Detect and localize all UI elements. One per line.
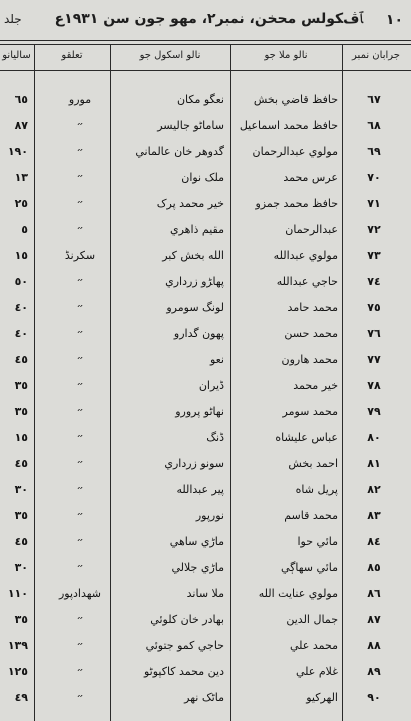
column-header-taluka: ﺗﻌﻠﻘﻮ [61,50,83,61]
taluka-name: ״ [76,275,84,288]
father-name: ﺣﺎﻓﻆ ﻗﺎﺿﻲ ﺑﺨﺶ [253,93,338,106]
table-row [0,191,411,217]
row-number: ٧٣ [367,249,381,262]
school-name: ﻣﻠﮏ ﻧﻮﺍن [181,171,224,184]
yearly-amount: ٣٠ [14,561,28,574]
row-number: ٧٨ [367,379,381,392]
header-rule-top [0,40,411,41]
school-name: ﺑﻬﺎﺩﺭ ﺧﺎن ﮐﻠﻮﺋﻲ [150,613,224,626]
school-name: ﺩﻳﻦ ﻣﺤﻤﺪ ﮐﺎﮐﭙﻮﭨﻮ [143,665,224,678]
father-name: ﻋﺒﺎﺱ ﻋﻠﻴﺸﺎﻩ [275,431,338,444]
father-name: ﻣﺤﻤﺪ ﺣﺴﻦ [284,327,338,340]
row-number: ٨٩ [367,665,381,678]
row-number: ٧٥ [367,301,381,314]
table-row [0,451,411,477]
school-name: ﮈﻧﮓ [206,431,224,444]
table-row [0,607,411,633]
header-rule-double [0,44,411,45]
table-row [0,503,411,529]
school-name: ﺳﻮﻧﻮ ﺯﺭﺩﺍﺭﻱ [164,457,224,470]
column-header-number: ﺟﺮﺍﺑﺎن ﻧﻤﺒﺮ [352,50,400,61]
taluka-name: ״ [76,379,84,392]
school-name: ﻧﻌﮕﻮ ﻣﮑﺎن [176,93,224,106]
table-row [0,555,411,581]
table-row [0,659,411,685]
column-header-year: ﺳﺎﻟﻴﺎﻧﻮ [2,50,31,61]
taluka-name: ״ [76,223,84,236]
father-name: ﺣﺎﻓﻆ ﻣﺤﻤﺪ ﺍﺳﻤﺎﻋﻴﻞ [239,119,338,132]
father-name: ﻣﺤﻤﺪ ﻫﺎﺭﻭن [281,353,338,366]
table-row [0,685,411,711]
taluka-name: ״ [76,509,84,522]
taluka-name: ״ [76,535,84,548]
school-name: ﮈﻳﺮﺍﻥ [198,379,224,392]
table-row [0,87,411,113]
table-row [0,295,411,321]
row-number: ٨٢ [367,483,381,496]
school-name: ﭘﻬﺎﮍﻭ ﺯﺭﺩﺍﺭﻱ [165,275,224,288]
yearly-amount: ١٥ [14,249,28,262]
table-row [0,113,411,139]
yearly-amount: ١٢٥ [7,665,28,678]
table-row [0,321,411,347]
taluka-name: ״ [76,691,84,704]
father-name: ﻣﺎﺋﻲ ﺣﻮﺍ [297,535,338,548]
column-header-rule [0,70,411,71]
taluka-name: ״ [76,171,84,184]
table-row [0,243,411,269]
father-name: ﺍﻟﻬﺮﮐﻴﻮ [306,691,338,704]
row-number: ٨١ [367,457,381,470]
page-number: ١٠ [385,12,403,28]
father-name: ﺟﻤﺎﻝ ﺍﻟﺪﻳﻦ [286,613,338,626]
school-name: ﺳﺎﻣﺎﭨﻮ ﺟﺎﻟﻴﺴﺮ [157,119,224,132]
table-row [0,529,411,555]
yearly-amount: ٣٥ [14,613,28,626]
father-name: ﺧﻴﺮ ﻣﺤﻤﺪ [293,379,338,392]
page-header [0,8,411,34]
table-row [0,269,411,295]
yearly-amount: ٣٥ [14,379,28,392]
volume-mark: ﺟﻠﺪ [4,12,22,26]
school-name: ﺣﺎﺟﻲ ﮐﻤﻮ ﺟﺘﻮﺋﻲ [145,639,224,652]
school-name: ﻣﺎﮌﻱ ﺟﻼﻟﻲ [171,561,224,574]
yearly-amount: ٣٠ [14,483,28,496]
father-name: ﻣﺤﻤﺪ ﺣﺎﻣﺪ [287,301,338,314]
father-name: ﻋﺮﺱ ﻣﺤﻤﺪ [283,171,338,184]
table-row [0,399,411,425]
school-name: ﮔﺪﻭﻫﺮ ﺧﺎن ﻋﺎﻟﻤﺎﻧﻲ [135,145,224,158]
yearly-amount: ٤٠ [14,301,28,314]
school-name: ﻣﺎﭨﮏ ﻧﻬﺮ [184,691,224,704]
row-number: ٩٠ [367,691,381,704]
row-number: ٨٠ [367,431,381,444]
school-name: ﻣﻼ ﺳﺎﻧﺪ [186,587,224,600]
father-name: ﻣﺤﻤﺪ ﻋﻠﻲ [290,639,338,652]
school-name: ﻣﺎﮌﻱ ﺳﺎﻫﻲ [169,535,224,548]
taluka-name: ״ [76,301,84,314]
yearly-amount: ١١٠ [7,587,28,600]
yearly-amount: ٦٥ [14,93,28,106]
taluka-name: ״ [76,457,84,470]
father-name: ﻣﻮﻟﻮﻱ ﻋﺒﺪﺍﻟﻠﻪ [273,249,338,262]
table-row [0,477,411,503]
yearly-amount: ٥ [21,223,28,236]
row-number: ٦٧ [367,93,381,106]
table-row [0,347,411,373]
row-number: ٦٨ [367,119,381,132]
row-number: ٨٤ [367,535,381,548]
father-name: ﻣﺤﻤﺪ ﻗﺎﺳﻢ [284,509,338,522]
row-number: ٨٨ [367,639,381,652]
page-title: ﭑﭪﮑﻮﻟﺲ ﻣﺤﺨﻦ، ﻧﻤﺒﺮ٢، ﻣﻬﻮ ﺟﻮن ﺳﻦ ١٩٣١ع [54,11,363,27]
taluka-name: ״ [76,431,84,444]
row-number: ٧٦ [367,327,381,340]
column-header-father: ﻧﺎﻟﻮ ﻣﻼ ﺟﻮ [264,50,308,61]
yearly-amount: ٤٩ [14,691,28,704]
father-name: ﺣﺎﻓﻆ ﻣﺤﻤﺪ ﺟﻤﺰﻭ [255,197,338,210]
school-name: ﺍﻟﻠﻪ ﺑﺨﺶ ﮐﺒﺮ [162,249,224,262]
table-row [0,139,411,165]
row-number: ٨٦ [367,587,381,600]
taluka-name: ﺷﻬﺪﺍﺩﭘﻮﺭ [58,587,102,600]
taluka-name: ״ [76,353,84,366]
table-row [0,425,411,451]
school-name: ﭘﻴﺮ ﻋﺒﺪﺍﻟﻠﻪ [176,483,224,496]
yearly-amount: ٥٠ [14,275,28,288]
father-name: ﺣﺎﺟﻲ ﻋﺒﺪﺍﻟﻠﻪ [276,275,338,288]
table-row [0,373,411,399]
school-name: ﺧﻴﺮ ﻣﺤﻤﺪ ﭘﺮﮎ [156,197,224,210]
row-number: ٧٤ [367,275,381,288]
taluka-name: ״ [76,561,84,574]
taluka-name: ״ [76,483,84,496]
taluka-name: ﻣﻮﺭﻭ [68,93,92,106]
row-number: ٨٣ [367,509,381,522]
father-name: ﭘﺮﻳﻞ ﺷﺎﻩ [295,483,338,496]
table-row [0,217,411,243]
yearly-amount: ٣٥ [14,509,28,522]
taluka-name: ״ [76,327,84,340]
school-name: ﻟﻮﻧﮓ ﺳﻮﻣﺮﻭ [166,301,224,314]
row-number: ٦٩ [367,145,381,158]
yearly-amount: ٤٠ [14,327,28,340]
school-name: ﻣﻘﻴﻢ ﺫﺍﻫﺮﻱ [169,223,224,236]
taluka-name: ״ [76,119,84,132]
row-number: ٨٥ [367,561,381,574]
taluka-name: ״ [76,665,84,678]
father-name: ﻣﻮﻟﻮﻱ ﻋﻨﺎﻳﺖ ﺍﻟﻠﻪ [258,587,338,600]
taluka-name: ﺳﮑﺮﻧﮉ [64,249,96,262]
father-name: ﻋﺒﺪﺍﻟﺮﺣﻤﺎن [285,223,338,236]
school-name: ﻧﻬﺎﭨﻮ ﭘﺮﻭﺭﻭ [175,405,224,418]
yearly-amount: ٣٥ [14,405,28,418]
row-number: ٧٢ [367,223,381,236]
father-name: ﻏﻼﻡ ﻋﻠﻲ [296,665,338,678]
table-row [0,581,411,607]
father-name: ﺍﺣﻤﺪ ﺑﺨﺶ [288,457,338,470]
yearly-amount: ٨٧ [14,119,28,132]
yearly-amount: ١٣٩ [7,639,28,652]
taluka-name: ״ [76,145,84,158]
row-number: ٧١ [367,197,381,210]
yearly-amount: ١٩٠ [7,145,28,158]
column-header-school: ﻧﺎﻟﻮ ﺍﺳﻜﻮﻝ ﺟﻮ [139,50,201,61]
taluka-name: ״ [76,639,84,652]
row-number: ٧٠ [367,171,381,184]
school-name: ﻧﻌﻮ [209,353,224,366]
yearly-amount: ٢٥ [14,197,28,210]
father-name: ﻣﻮﻟﻮﻱ ﻋﺒﺪﺍﻟﺮﺣﻤﺎن [252,145,338,158]
yearly-amount: ١٣ [14,171,28,184]
ledger-rows [0,87,411,721]
row-number: ٧٩ [367,405,381,418]
father-name: ﻣﺤﻤﺪ ﺳﻮﻣﺮ [282,405,338,418]
yearly-amount: ٤٥ [14,457,28,470]
table-row [0,633,411,659]
school-name: ﻧﻮﺭﭘﻮﺭ [195,509,224,522]
yearly-amount: ٤٥ [14,353,28,366]
row-number: ٨٧ [367,613,381,626]
school-name: ﭘﻬﻮن ﮔﺪﺍﺭﻭ [173,327,224,340]
taluka-name: ״ [76,405,84,418]
yearly-amount: ٤٥ [14,535,28,548]
taluka-name: ״ [76,197,84,210]
row-number: ٧٧ [367,353,381,366]
father-name: ﻣﺎﺋﻲ ﺳﻬﺎﮘﻲ [280,561,338,574]
taluka-name: ״ [76,613,84,626]
yearly-amount: ١٥ [14,431,28,444]
table-row [0,165,411,191]
